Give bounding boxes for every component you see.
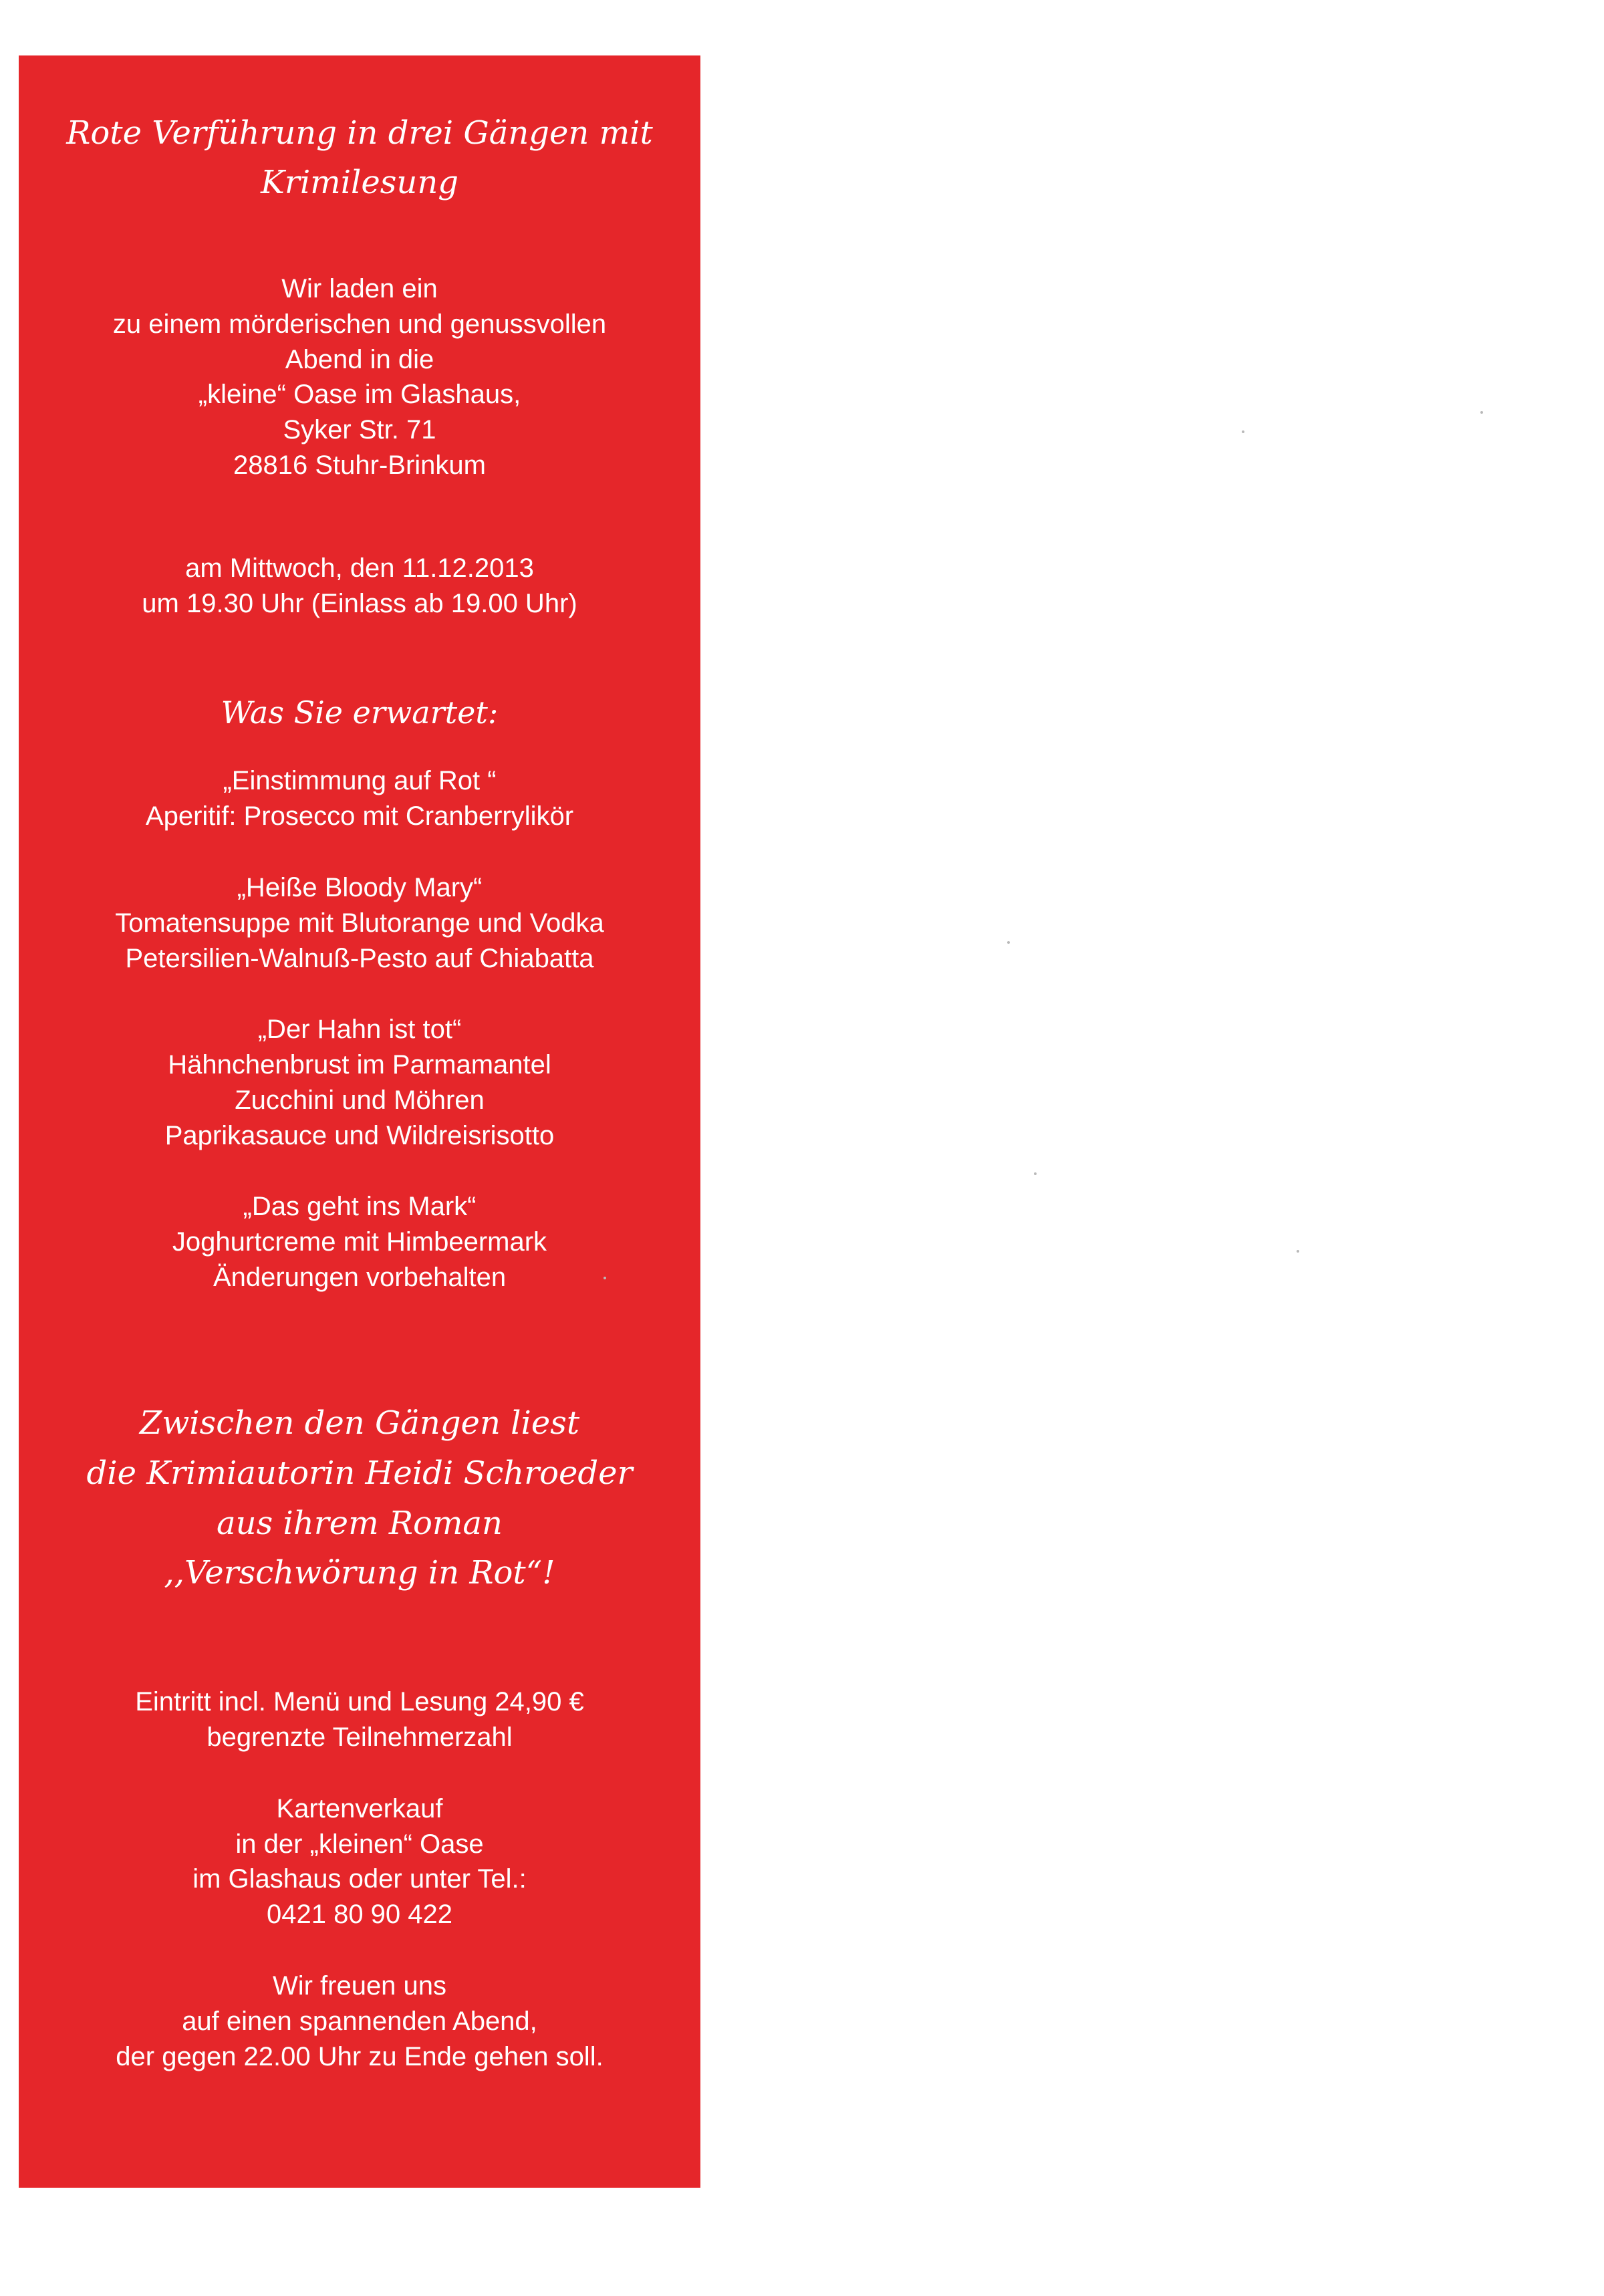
invitation-line: zu einem mörderischen und genussvollen <box>112 309 607 339</box>
ticket-sales-line: Kartenverkauf <box>276 1794 443 1823</box>
closing-line: der gegen 22.00 Uhr zu Ende gehen soll. <box>116 2042 604 2071</box>
closing-line: Wir freuen uns <box>272 1971 447 2001</box>
event-date: am Mittwoch, den 11.12.2013 <box>185 553 534 583</box>
flyer-title-line-2: Krimilesung <box>261 164 458 201</box>
course-item: Hähnchenbrust im Parmamantel <box>168 1050 551 1079</box>
closing-line: auf einen spannenden Abend, <box>182 2007 537 2036</box>
phone-number: 0421 80 90 422 <box>266 1900 453 1929</box>
course-item: Joghurtcreme mit Himbeermark <box>172 1227 547 1257</box>
course-name: „Der Hahn ist tot“ <box>257 1015 462 1044</box>
menu-heading: Was Sie erwartet: <box>221 694 499 731</box>
event-time: um 19.30 Uhr (Einlass ab 19.00 Uhr) <box>142 589 577 618</box>
scan-speck <box>1034 1172 1037 1175</box>
course-item: Änderungen vorbehalten <box>213 1263 507 1292</box>
scan-speck <box>1007 941 1010 944</box>
course-item: Paprikasauce und Wildreisrisotto <box>164 1121 555 1150</box>
reading-line: Zwischen den Gängen liest <box>139 1404 580 1442</box>
ticket-sales-line: in der „kleinen“ Oase <box>235 1829 484 1859</box>
invitation-line: Abend in die <box>285 345 434 374</box>
price-line: Eintritt incl. Menü und Lesung 24,90 € <box>135 1687 584 1716</box>
ticket-sales-line: im Glashaus oder unter Tel.: <box>192 1864 527 1894</box>
course-name: „Einstimmung auf Rot “ <box>223 766 497 795</box>
reading-line: ,,Verschwörung in Rot“! <box>164 1554 555 1591</box>
participants-note: begrenzte Teilnehmerzahl <box>207 1723 513 1752</box>
course-item: Tomatensuppe mit Blutorange und Vodka <box>115 908 604 938</box>
reading-line: aus ihrem Roman <box>217 1505 503 1542</box>
course-item: Zucchini und Möhren <box>235 1086 485 1115</box>
invitation-line: Wir laden ein <box>281 274 438 303</box>
flyer-title-line-1: Rote Verführung in drei Gängen mit <box>66 114 653 152</box>
course-item: Aperitif: Prosecco mit Cranberrylikör <box>145 801 574 831</box>
scan-speck <box>1242 430 1244 433</box>
event-flyer <box>19 55 700 2188</box>
scan-speck <box>1297 1250 1299 1253</box>
reading-line: die Krimiautorin Heidi Schroeder <box>86 1454 633 1492</box>
scan-speck <box>604 1277 606 1279</box>
course-item: Petersilien-Walnuß-Pesto auf Chiabatta <box>125 944 594 973</box>
invitation-line: Syker Str. 71 <box>283 415 436 444</box>
course-name: „Heiße Bloody Mary“ <box>237 873 483 902</box>
scan-speck <box>1480 411 1483 414</box>
invitation-line: „kleine“ Oase im Glashaus, <box>198 380 521 409</box>
invitation-line: 28816 Stuhr-Brinkum <box>233 451 486 480</box>
course-name: „Das geht ins Mark“ <box>243 1192 477 1221</box>
